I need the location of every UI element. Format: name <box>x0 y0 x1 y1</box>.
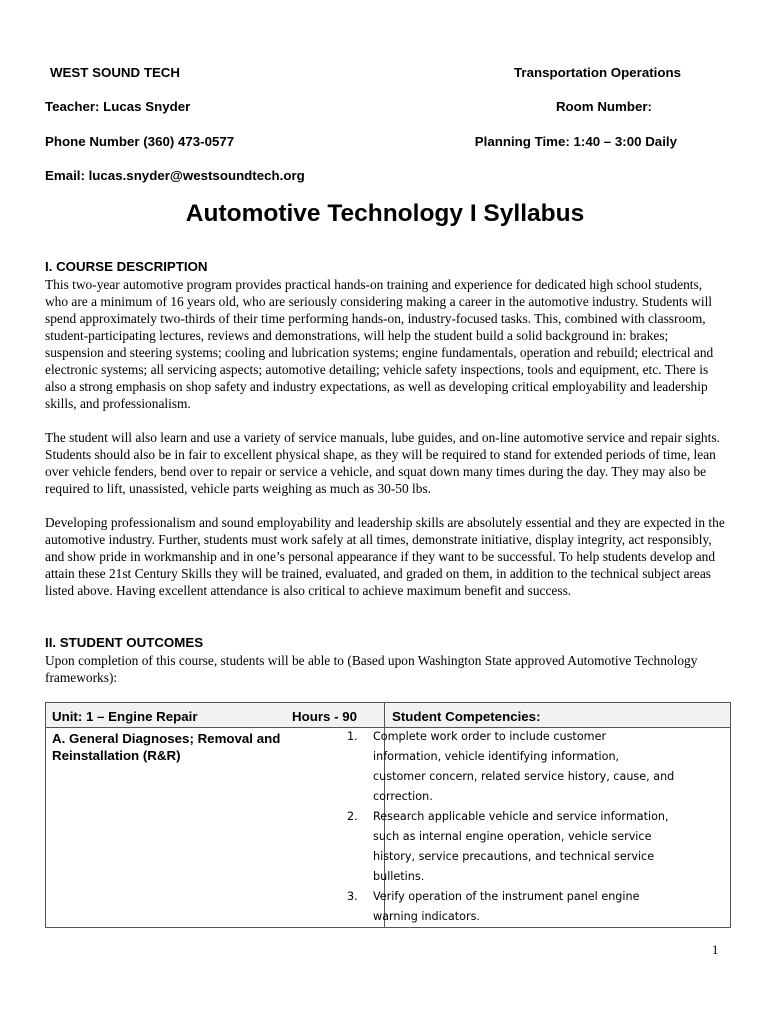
email-address: Email: lucas.snyder@westsoundtech.org <box>45 168 305 183</box>
topic-title-line-2: Reinstallation (R&R) <box>52 748 181 763</box>
course-description-paragraph-3: Developing professionalism and sound employability and leadership skills are absolutely essential and they are expected in the automotive industry. Further, students must work safely at all times, demonstrate initiative, display integrity, act responsibly, and show pride in workmanship and in one’s personal appearance if they want to be successful. To help students develop and attain these 21st Century Skills they will be trained, evaluated, and graded on them, in addition to the technical subject areas listed above. Having excellent attendance is also critical to achieve maximum benefit and success. <box>45 515 725 598</box>
teacher-name: Teacher: Lucas Snyder <box>45 99 191 114</box>
list-item-line: information, vehicle identifying information, <box>373 750 620 763</box>
planning-time: Planning Time: 1:40 – 3:00 Daily <box>474 134 677 149</box>
course-description-paragraph-2: The student will also learn and use a variety of service manuals, lube guides, and on-line automotive service and repair sights. Students should also be in fair to excellent physical shape, as they will be required to stand for extended periods of time, lean over vehicle fenders, bend over to repair or service a vehicle, and squat down many times during the day. They may also be required to lift, unassisted, vehicle parts weighing as much as 30-50 lbs. <box>45 430 720 496</box>
list-item-line: correction. <box>373 790 433 803</box>
page-title: Automotive Technology I Syllabus <box>185 200 585 227</box>
list-item <box>347 727 687 807</box>
course-description-paragraph-1: This two-year automotive program provides practical hands-on training and experience for dedicated high school students, who are a minimum of 16 years old, who are seriously considering making a career in the automotive industry. Students will spend approximately two-thirds of their time performing hands-on, industry-focused tasks. This, combined with classroom, student-participating lectures, reviews and demonstrations, will help the student build a solid background in: brakes; suspension and steering systems; cooling and lubrication systems; engine fundamentals, operation and rebuild; electrical and electronic systems; all servicing aspects; automotive detailing; vehicle safety inspections, tools and equipment, etc. There is also a strong emphasis on shop safety and industry expectations, as well as developing critical employability and leadership skills, and professionalism. <box>45 277 714 411</box>
list-item-line: Complete work order to include customer <box>373 730 607 743</box>
competencies-list <box>347 727 687 927</box>
department-name: Transportation Operations <box>514 65 681 80</box>
list-item-line: customer concern, related service history, cause, and <box>373 770 675 783</box>
topic-title-line-1: A. General Diagnoses; Removal and <box>52 731 281 746</box>
room-number: Room Number: <box>555 99 652 114</box>
hours-label: Hours - 90 <box>292 709 358 724</box>
student-outcomes-heading: II. STUDENT OUTCOMES <box>45 635 204 650</box>
list-item <box>347 887 687 927</box>
unit-label: Unit: 1 – Engine Repair <box>52 709 198 724</box>
list-item <box>347 807 687 887</box>
list-item-number: 2. <box>347 810 358 823</box>
list-item-line: warning indicators. <box>373 910 480 923</box>
list-item-line: Research applicable vehicle and service information, <box>373 810 669 823</box>
page-number: 1 <box>712 943 719 957</box>
list-item-line: Verify operation of the instrument panel engine <box>373 890 640 903</box>
phone-number: Phone Number (360) 473-0577 <box>45 134 235 149</box>
competencies-header: Student Competencies: <box>392 709 541 724</box>
student-outcomes-intro: Upon completion of this course, students will be able to (Based upon Washington State approved Automotive Technology frameworks): <box>45 653 698 685</box>
list-item-line: bulletins. <box>373 870 425 883</box>
list-item-number: 1. <box>347 730 358 743</box>
list-item-number: 3. <box>347 890 358 903</box>
school-name: WEST SOUND TECH <box>50 65 181 80</box>
list-item-line: history, service precautions, and technical service <box>373 850 655 863</box>
course-description-heading: I. COURSE DESCRIPTION <box>45 259 208 274</box>
list-item-line: such as internal engine operation, vehicle service <box>373 830 652 843</box>
